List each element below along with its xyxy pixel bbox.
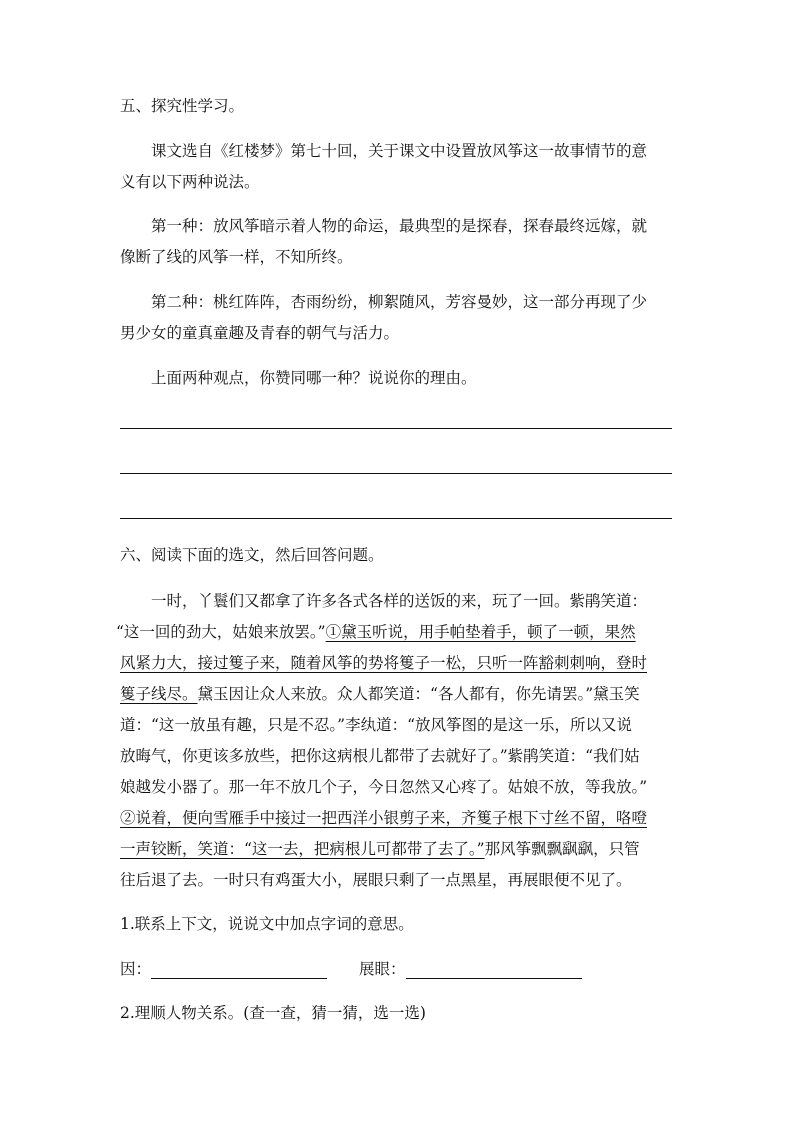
answer-line-1[interactable] [120,428,672,429]
answer-line-2[interactable] [120,473,672,474]
passage-line-6: 放晦气，你更该多放些，把你这病根儿都带了去就好了。”紫鹃笑道：“我们姑 [120,747,640,765]
passage-line-8: ②说着，便向雪雁手中接过一把西洋小银剪子来，齐篗子根下寸丝不留，咯噔 [120,809,648,827]
passage-line-4-plain: 黛玉因让众人来放。众人都笑道：“各人都有，你先请罢。”黛玉笑 [197,685,640,703]
section5-title: 五、探究性学习。 [120,97,245,115]
answer-blank-yin[interactable] [151,962,327,979]
passage-line-9 [120,839,640,859]
passage-line-1: 一时，丫鬟们又都拿了许多各式各样的送饭的来，玩了一回。紫鹃笑道： [151,592,648,610]
passage-line-3: 风紧力大，接过篗子来，随着风筝的势将篗子一松，只听一阵豁刺刺响，登时 [120,654,648,672]
answer-blank-zhanyan[interactable] [406,962,582,979]
answer-line-3[interactable] [120,518,672,519]
underlined-sentence-2-end: 一声铰断，笑道：“这一去，把病根儿可都带了去了。” [120,840,485,858]
passage-line-7: 娘越发小器了。那一年不放几个子，今日忽然又心疼了。姑娘不放，等我放。” [120,778,648,796]
question-1: 1.联系上下文，说说文中加点字词的意思。 [120,915,414,933]
underlined-sentence-1-end: 篗子线尽。 [120,685,198,703]
passage-line-10: 往后退了去。一时只有鸡蛋大小，展眼只剩了一点黑星，再展眼便不见了。 [120,871,632,889]
section6-title: 六、阅读下面的选文，然后回答问题。 [120,546,384,564]
passage-line-5: 道：“这一放虽有趣，只是不忍。”李纨道：“放风筝图的是这一乐，所以又说 [120,716,633,734]
answer-label-zhanyan: 展眼： [359,960,406,978]
paragraph-intro-line2: 义有以下两种说法。 [120,173,260,191]
paragraph-intro-line1: 课文选自《红楼梦》第七十回，关于课文中设置放风筝这一故事情节的意 [151,142,648,160]
question-2: 2.理顺人物关系。(查一查，猜一猜，选一选) [120,1004,426,1022]
question-prompt: 上面两种观点，你赞同哪一种？说说你的理由。 [151,369,477,387]
paragraph-view1-line1: 第一种：放风筝暗示着人物的命运，最典型的是探春，探春最终远嫁，就 [151,217,648,235]
paragraph-view1-line2: 像断了线的风筝一样，不知所终。 [120,248,353,266]
paragraph-view2-line2: 男少女的童真童趣及青春的朝气与活力。 [120,324,400,342]
answer-label-yin: 因： [120,960,152,978]
question-1-answers [120,959,582,979]
passage-line-4 [120,684,640,704]
passage-line-2 [116,622,636,642]
passage-line-9-plain: 那风筝飘飘飖飖，只管 [484,840,640,858]
paragraph-view2-line1: 第二种：桃红阵阵，杏雨纷纷，柳絮随风，芳容曼妙，这一部分再现了少 [151,293,648,311]
passage-line-2-plain: “这一回的劲大，姑娘来放罢。” [116,623,326,641]
underlined-sentence-1-start: ①黛玉听说，用手帕垫着手，顿了一顿，果然 [325,623,636,641]
